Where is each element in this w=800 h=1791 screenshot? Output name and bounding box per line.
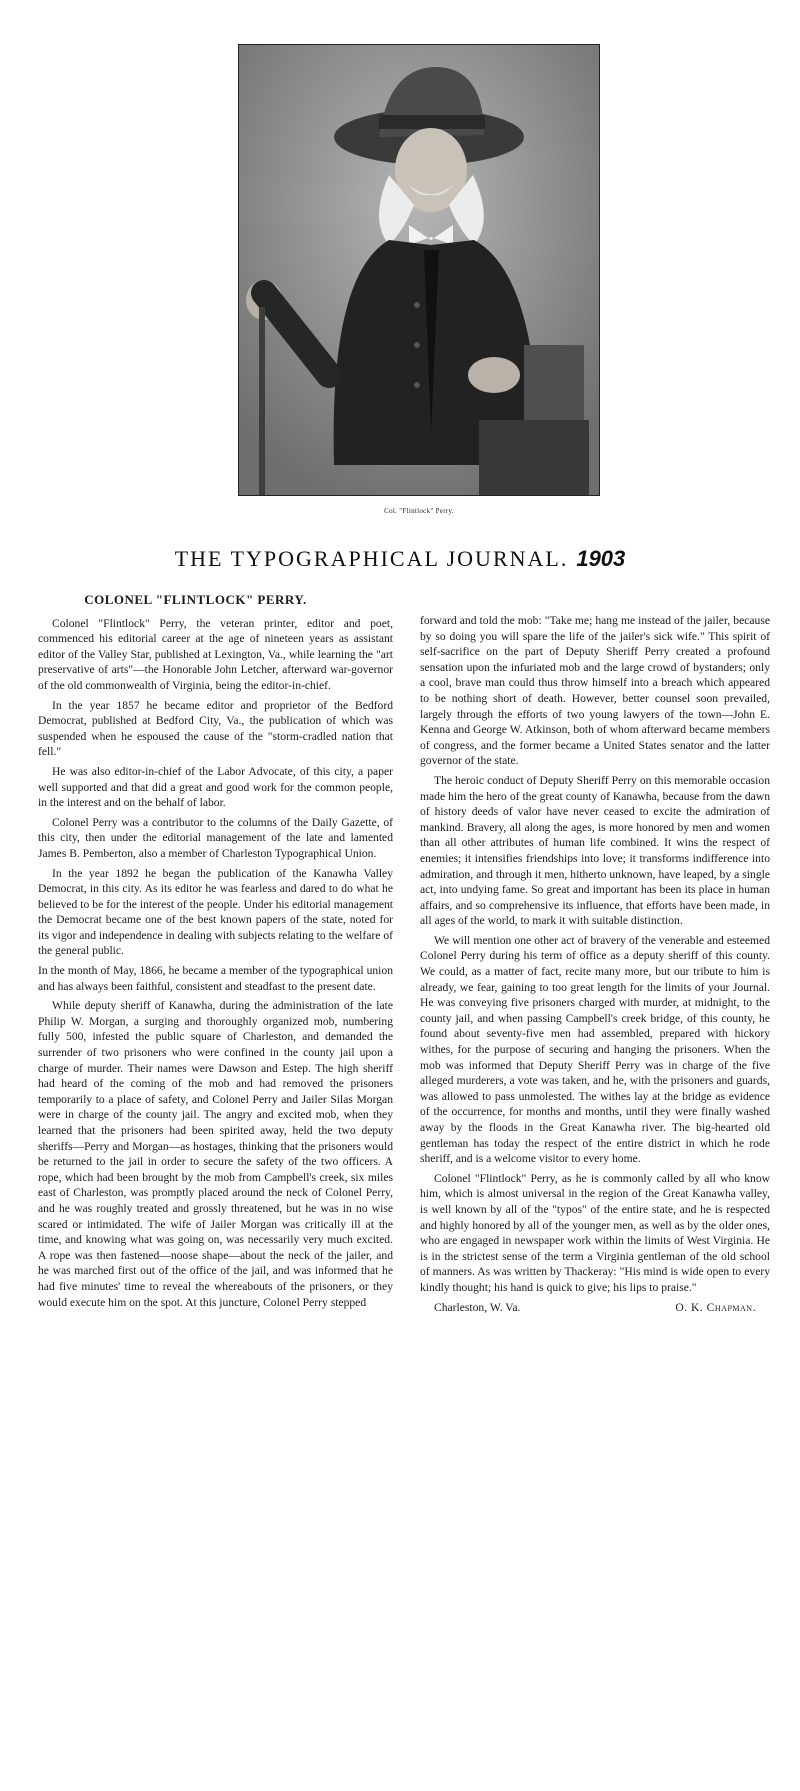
paragraph: Colonel "Flintlock" Perry, the veteran printer, editor and poet, commenced his editorial career at the age of nineteen years as assistant editor of the Valley Star, published at Lexington, Va., while learning the "art preservative of arts"—the Honorable John Letcher, afterward war-governor of the old commonwealth of Virginia, being the editor-in-chief. — [38, 616, 393, 692]
paragraph: In the year 1892 he began the publication of the Kanawha Valley Democrat, in this city. As its editor he was fearless and dared to do what he believed to be for the interest of the people. Under his editorial management the Democrat became one of the best known papers of the state, noted for its vigor and independence in dealing with subjects relating to the welfare of the general public. — [38, 866, 393, 958]
signature-author: O. K. Chapman. — [675, 1300, 756, 1314]
journal-title: THE TYPOGRAPHICAL JOURNAL. — [174, 546, 569, 571]
signature — [420, 1300, 770, 1316]
paragraph: Colonel Perry was a contributor to the columns of the Daily Gazette, of this city, then under the editorial management of the late and lamented James B. Pemberton, also a member of Charleston Typographical Union. — [38, 815, 393, 860]
paragraph: Colonel "Flintlock" Perry, as he is commonly called by all who know him, which is almost universal in the region of the Great Kanawha valley, is well known by all of the "typos" of the entire state, and he is respected and highly honored by all of the younger men, as well as by the older ones, who are engaged in newspaper work within the limits of West Virginia. He is in the strictest sense of the term a Virginia gentleman of the old school of manners. As was written by Thackeray: "His mind is wide open to every kindly thought; his hand is quick to give; his lips to praise." — [420, 1171, 770, 1294]
signature-place: Charleston, W. Va. — [434, 1300, 521, 1314]
paragraph: In the month of May, 1866, he became a member of the typographical union and has always been faithful, consistent and steadfast to the present date. — [38, 964, 393, 993]
photo-caption: Col. "Flintlock" Perry. — [384, 507, 454, 515]
paragraph: In the year 1857 he became editor and proprietor of the Bedford Democrat, published at Bedford City, Va., the publication of which was suspended when he espoused the cause of the "storm-cradled nation that fell." — [38, 698, 393, 759]
journal-year: 1903 — [576, 546, 626, 571]
portrait-photo — [238, 44, 600, 496]
article-left-column — [38, 592, 393, 1314]
portrait-image — [239, 45, 599, 495]
paragraph: forward and told the mob: "Take me; hang me instead of the jailer, because by so doing you will spare the life of the jailer's sick wife." This spirit of self-sacrifice on the part of Deputy Sheriff Perry created a profound sensation upon the infuriated mob and the large crowd of bystanders; only a cool, brave man could thus throw himself into a breach which appeared to be nothing short of death. However, better counsel soon prevailed, largely through the efforts of two young lawyers of the town—John E. Kenna and George W. Atkinson, both of whom afterward became members of congress, and the former became a United States senator and the latter governor of the state. — [420, 614, 770, 768]
paragraph: The heroic conduct of Deputy Sheriff Perry on this memorable occasion made him the hero of the great county of Kanawha, because from the dawn of history deeds of valor have never ceased to excite the admiration of mankind. Bravery, all along the ages, is more honored by men and women than all other attributes of human life combined. It wins the respect of enemies; it intensifies friendships into love; it transforms indifference into admiration, and through it men, hitherto unknown, have leaped, by a single act, into undying fame. So great and important has been its place in human affairs, and so comprehensive its influence, that efforts have been made, in all ages of the world, to mark it with suitable distinction. — [420, 773, 770, 928]
article-right-column — [420, 613, 770, 1315]
paragraph: While deputy sheriff of Kanawha, during the administration of the late Philip W. Morgan, a surging and thoroughly organized mob, numbering fully 500, infested the public square of Charleston, and demanded the surrender of two prisoners who were confined in the county jail upon a charge of murder. Their names were Dawson and Estep. The high sheriff had heard of the coming of the mob and had removed the prisoners temporarily to a place of safety, and Colonel Perry and Jailer Silas Morgan were in charge of the county jail. The angry and excited mob, when they learned that the prisoners had been spirited away, held the two deputy sheriffs—Perry and Morgan—as hostages, thinking that the prisoners would be returned to the jail in order to secure the safety of the two officers. A rope, which had been brought by the mob from Campbell's creek, six miles east of Charleston, was promptly placed around the neck of Colonel Perry, and he was roughly treated and grossly threatened, but he was in no wise scared or intimidated. The wife of Jailer Morgan was critically ill at the time, and knowing what was going on, was necessarily very much excited. A rope was then fastened—noose shape—about the neck of the jailer, and he was marched first out of the office of the jail, and was informed that he had five minutes' time to reveal the whereabouts of the prisoners, or they would execute him on the spot. At this juncture, Colonel Perry stepped — [38, 999, 393, 1309]
portrait-figure — [238, 44, 600, 522]
masthead — [0, 546, 800, 572]
article-title: COLONEL "FLINTLOCK" PERRY. — [84, 592, 307, 607]
paragraph: He was also editor-in-chief of the Labor Advocate, of this city, a paper well supported and that did a great and good work for the common people, in the interest and on the behalf of labor. — [38, 764, 393, 810]
paragraph: We will mention one other act of bravery of the venerable and esteemed Colonel Perry during his term of office as a deputy sheriff of this county. We could, as a matter of fact, recite many more, but our tribute to him is already, we fear, gaining to too great length for the limits of your Journal. He was conveying five prisoners charged with murder, at midnight, to the county jail, and when passing Campbell's creek bridge, of this county, he found about seventy-five men had assembled, prepared with hickory withes, for the purpose of securing and hanging the prisoners. When the mob was informed that Deputy Sheriff Perry was in charge of the five alleged murderers, a vote was taken, and he, with the prisoners and guards, was allowed to pass unmolested. The withes lay at the bridge as evidence of the occurrence, for months and months, until they were finally washed away by the floods in the Great Kanawha river. The big-hearted old gentleman has today the respect of the entire district in which he rode sheriff, and is a welcome visitor to every home. — [420, 933, 770, 1166]
